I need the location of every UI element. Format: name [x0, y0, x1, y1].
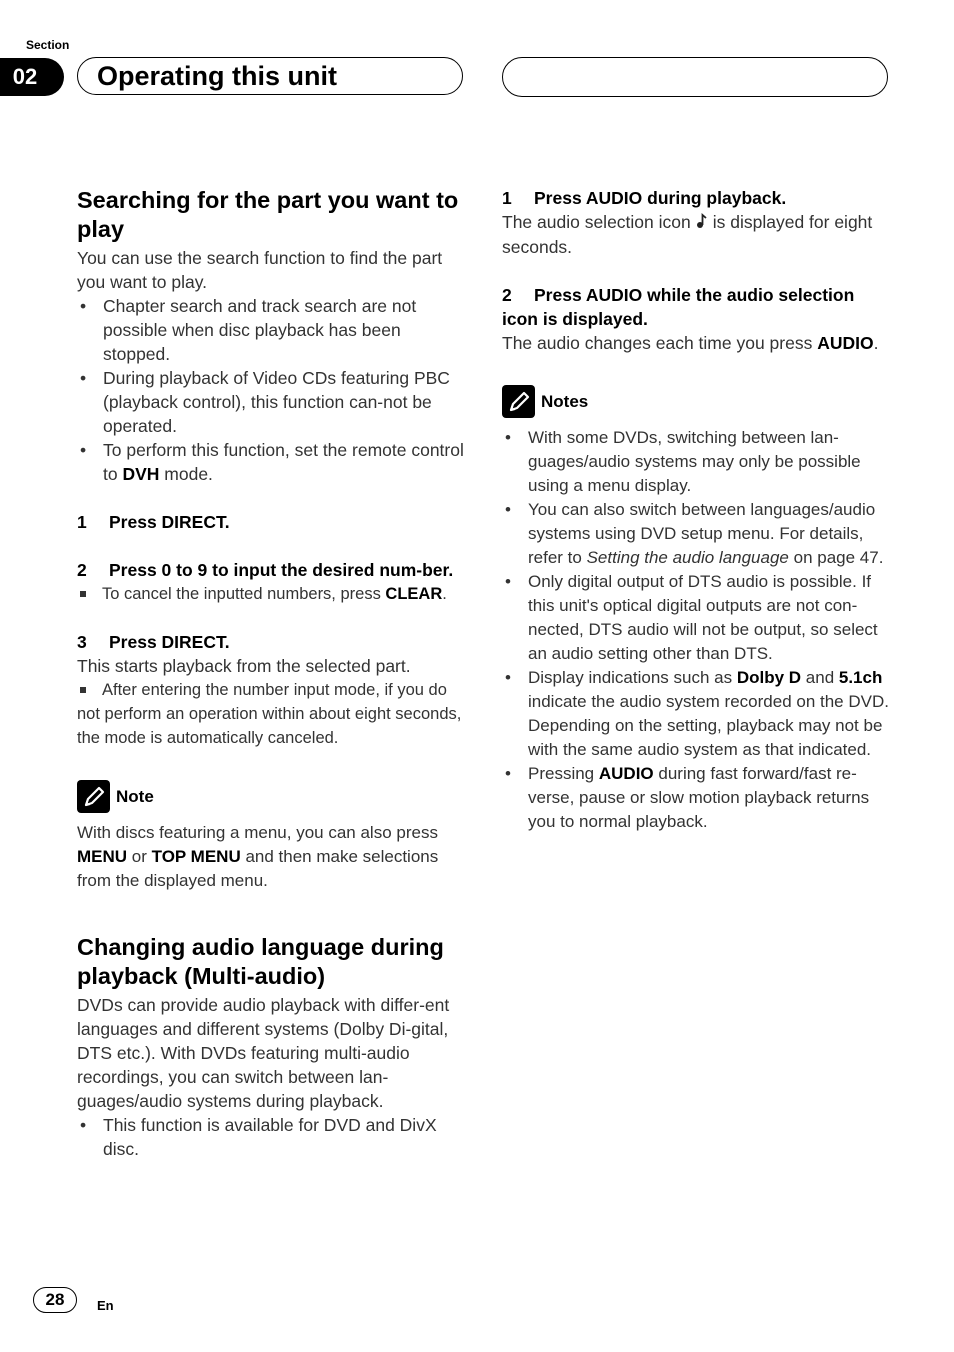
- notes-title: Notes: [541, 391, 589, 411]
- note-text: With discs featuring a menu, you can also press MENU or TOP MENU and then make selections from the displayed menu.: [77, 823, 439, 890]
- note-header: [77, 780, 467, 813]
- audio-note-icon: [695, 211, 709, 235]
- pencil-note-icon: [77, 780, 110, 813]
- right-column: [502, 186, 892, 834]
- audio-step-1: 1 Press AUDIO during playback.: [502, 188, 787, 208]
- header-blank-frame: [502, 57, 888, 97]
- left-column: [77, 186, 467, 1161]
- section-number-tab: 02: [0, 58, 64, 96]
- audio-note-3: • Only digital output of DTS audio is possible. If this unit's optical digital outputs are not con-nected, DTS audio will not be output, so select an audio setting other than DTS.: [502, 570, 892, 666]
- step-3-note: After entering the number input mode, if you do not perform an operation within about eight seconds, the mode is automatically canceled.: [77, 678, 467, 750]
- step-2-note: To cancel the inputted numbers, press CLEAR.: [77, 582, 467, 606]
- heading-multi-audio: Changing audio language during playback (Multi-audio): [77, 934, 444, 989]
- multi-audio-bullet: • This function is available for DVD and DivX disc.: [77, 1113, 467, 1161]
- note-title: Note: [116, 786, 154, 806]
- pencil-notes-icon: [502, 385, 535, 418]
- section-label: Section: [26, 38, 70, 52]
- multi-audio-intro: DVDs can provide audio playback with differ-ent languages and different systems (Dolby Di-gital, DTS etc.). With DVDs featuring multi-audio recordings, you can switch between lan-guages/audio systems during playback.: [77, 995, 450, 1111]
- step-1-direct: 1 Press DIRECT.: [77, 512, 230, 532]
- page-title: Operating this unit: [97, 61, 337, 91]
- audio-step-1-text: The audio selection icon is displayed for eight seconds.: [502, 212, 873, 258]
- search-bullet-1: • Chapter search and track search are not possible when disc playback has been stopped.: [77, 294, 467, 366]
- audio-step-2-text: The audio changes each time you press AUDIO.: [502, 333, 879, 354]
- search-bullet-3: • To perform this function, set the remote control to DVH mode.: [77, 438, 467, 486]
- audio-note-1: • With some DVDs, switching between lan-guages/audio systems may only be possible using a menu display.: [502, 426, 892, 498]
- step-3-direct: 3 Press DIRECT.: [77, 632, 230, 652]
- step-2-input: 2 Press 0 to 9 to input the desired num-ber.: [77, 560, 454, 580]
- step-3-text: This starts playback from the selected part.: [77, 656, 411, 676]
- heading-searching: Searching for the part you want to play: [77, 187, 459, 242]
- search-intro: You can use the search function to find the part you want to play.: [77, 248, 443, 292]
- audio-note-5: • Pressing AUDIO during fast forward/fast re-verse, pause or slow motion playback returns you to normal playback.: [502, 762, 892, 834]
- search-bullet-2: • During playback of Video CDs featuring PBC (playback control), this function can-not be operated.: [77, 366, 467, 438]
- audio-step-2: 2 Press AUDIO while the audio selection icon is displayed.: [502, 285, 855, 330]
- notes-header: [502, 385, 892, 418]
- page-number: 28: [33, 1287, 77, 1313]
- audio-note-2: • You can also switch between languages/audio systems using DVD setup menu. For details, refer to Setting the audio language on page 47.: [502, 498, 892, 570]
- language-label: En: [97, 1298, 114, 1313]
- audio-note-4: • Display indications such as Dolby D and 5.1ch indicate the audio system recorded on the DVD. Depending on the setting, playback may not be with the same audio system as that indicated.: [502, 666, 892, 762]
